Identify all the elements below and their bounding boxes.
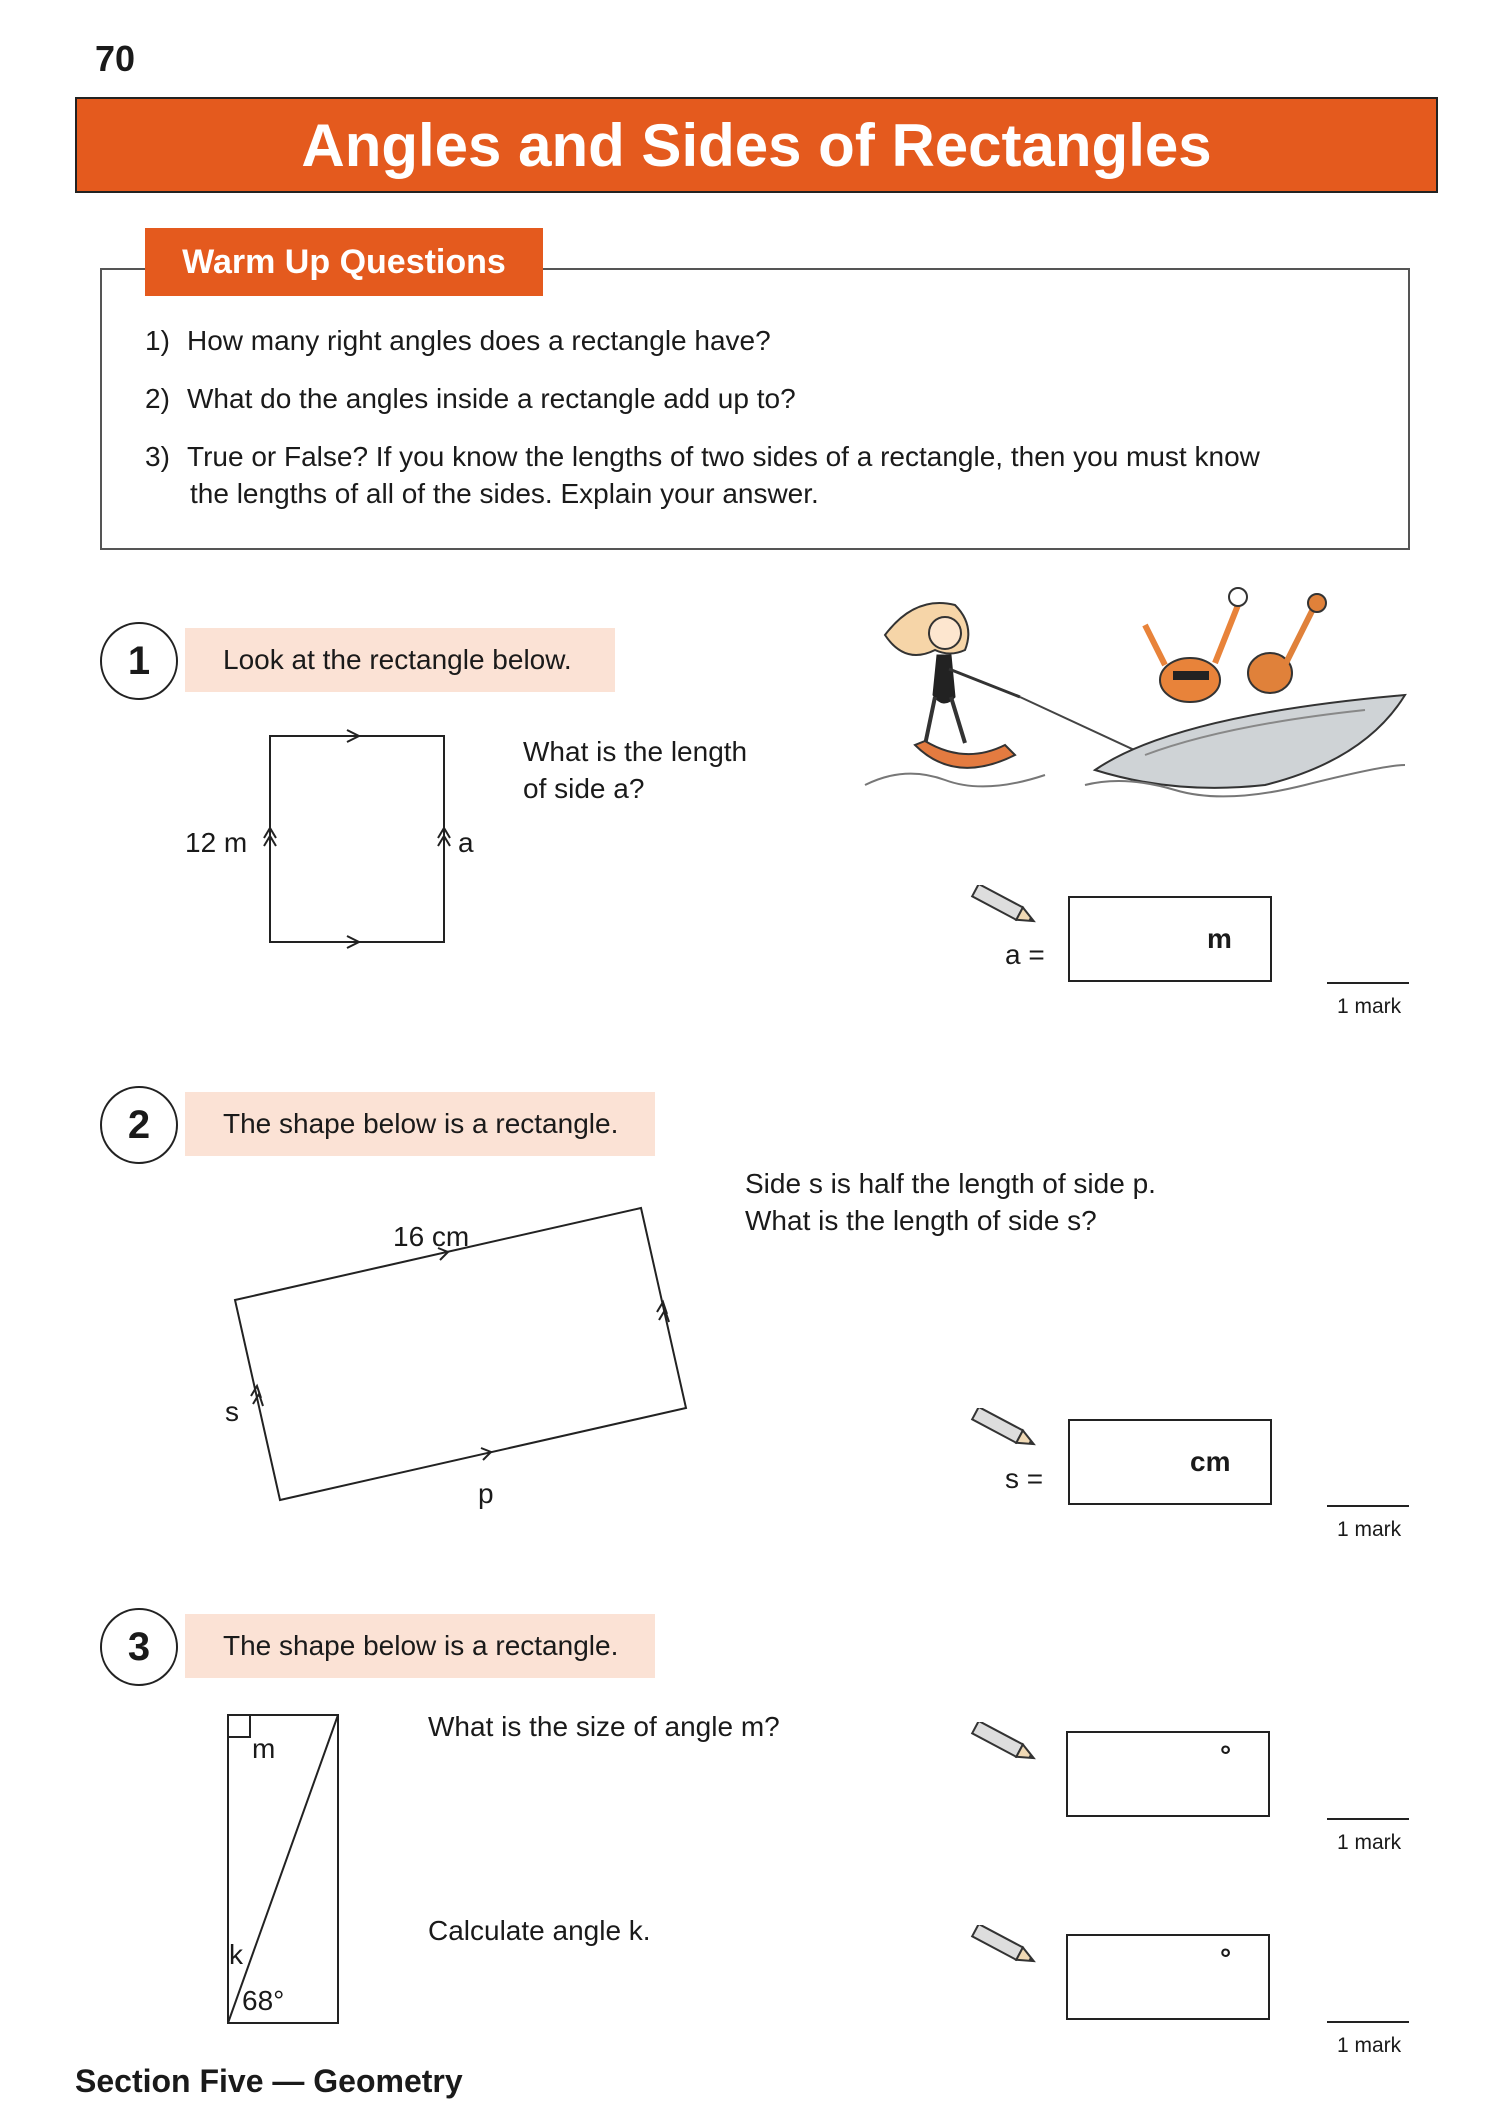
pencil-icon xyxy=(965,885,1045,929)
q3a-mark-line xyxy=(1327,1818,1409,1820)
question-number: 1) xyxy=(145,325,170,356)
q2-answer-unit: cm xyxy=(1190,1446,1231,1477)
q3-part-b-question: Calculate angle k. xyxy=(428,1915,651,1946)
question-2-label: The shape below is a rectangle. xyxy=(185,1092,655,1156)
q2-mark: 1 mark xyxy=(1337,1518,1402,1541)
question-2-number: 2 xyxy=(100,1086,178,1164)
q2-bottom-label: p xyxy=(478,1478,494,1509)
q2-top-label: 16 cm xyxy=(393,1221,470,1252)
q1-rectangle xyxy=(270,736,444,942)
page-title: Angles and Sides of Rectangles xyxy=(75,97,1438,193)
q1-answer-prefix: a = xyxy=(1005,939,1045,970)
q1-question-line-1: What is the length xyxy=(523,736,748,767)
skier-figure xyxy=(885,603,1020,768)
pencil-icon xyxy=(965,1925,1045,1969)
pencil-icon xyxy=(965,1408,1045,1452)
warmup-question-2 xyxy=(145,380,796,418)
water-splash xyxy=(865,774,1045,787)
q3a-mark: 1 mark xyxy=(1337,1831,1402,1854)
warmup-question-1 xyxy=(145,322,771,360)
q2-mark-line xyxy=(1327,1505,1409,1507)
q2-question-line-1: Side s is half the length of side p. xyxy=(745,1168,1156,1199)
tow-rope xyxy=(1020,697,1145,755)
question-text: What do the angles inside a rectangle add up to? xyxy=(187,383,796,414)
warmup-question-3 xyxy=(145,438,1260,476)
q3-angle-m-label: m xyxy=(252,1733,276,1764)
q1-mark-line xyxy=(1327,982,1409,984)
q1-mark: 1 mark xyxy=(1337,995,1402,1018)
q3-angle-68-label: 68° xyxy=(242,1985,285,2016)
warmup-question-3-continued: the lengths of all of the sides. Explain your answer. xyxy=(190,478,819,509)
page-number: 70 xyxy=(95,38,136,79)
q2-left-label: s xyxy=(225,1396,239,1427)
q3b-mark: 1 mark xyxy=(1337,2034,1402,2057)
boat-figure xyxy=(1095,588,1405,788)
q3-diagonal xyxy=(228,1715,338,2023)
q1-side-label-a: a xyxy=(458,827,474,858)
q2-answer-prefix: s = xyxy=(1005,1463,1044,1494)
q3b-mark-line xyxy=(1327,2021,1409,2023)
q3b-answer-box[interactable] xyxy=(1066,1934,1270,2020)
question-number: 3) xyxy=(145,441,170,472)
question-text: How many right angles does a rectangle have? xyxy=(187,325,771,356)
q3a-answer-unit: ° xyxy=(1220,1740,1232,1771)
double-arrow-left xyxy=(251,1386,263,1406)
q3-rectangle-diagram xyxy=(220,1705,350,2025)
q3b-answer-unit: ° xyxy=(1220,1943,1232,1974)
q1-question-line-2: of side a? xyxy=(523,773,645,804)
question-1-label: Look at the rectangle below. xyxy=(185,628,615,692)
q2-question-line-2: What is the length of side s? xyxy=(745,1205,1097,1236)
warmup-heading: Warm Up Questions xyxy=(145,228,543,296)
question-text: True or False? If you know the lengths of two sides of a rectangle, then you must know xyxy=(187,441,1260,472)
double-arrow-right xyxy=(657,1302,669,1322)
pencil-icon xyxy=(965,1722,1045,1766)
q3-part-a-question: What is the size of angle m? xyxy=(428,1711,780,1742)
water-skiing-illustration xyxy=(845,585,1415,805)
question-1-number: 1 xyxy=(100,622,178,700)
right-angle-marker xyxy=(228,1715,250,1737)
q1-side-label-12m: 12 m xyxy=(185,827,248,858)
q1-answer-box[interactable] xyxy=(1068,896,1272,982)
q3-angle-k-label: k xyxy=(229,1939,243,1970)
question-number: 2) xyxy=(145,383,170,414)
q2-answer-box[interactable] xyxy=(1068,1419,1272,1505)
question-3-label: The shape below is a rectangle. xyxy=(185,1614,655,1678)
q3a-answer-box[interactable] xyxy=(1066,1731,1270,1817)
page-footer: Section Five — Geometry xyxy=(75,2063,463,2099)
q1-answer-unit: m xyxy=(1207,923,1232,954)
question-3-number: 3 xyxy=(100,1608,178,1686)
